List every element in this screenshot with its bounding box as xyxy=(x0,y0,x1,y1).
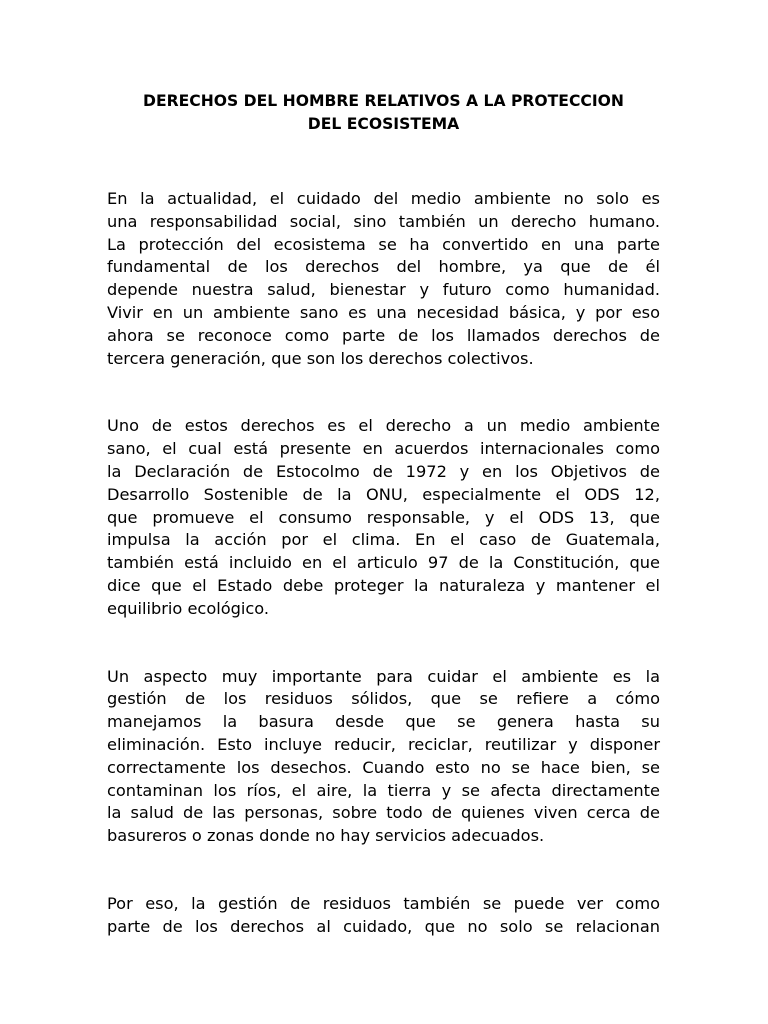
title-line: DEL ECOSISTEMA xyxy=(307,115,460,133)
text-line: fundamental de los derechos del hombre, ya que de él xyxy=(107,257,660,277)
text-line: tercera generación, que son los derechos colectivos. xyxy=(107,348,534,368)
text-line: contaminan los ríos, el aire, la tierra y se afecta directamente xyxy=(107,780,660,800)
text-line: Uno de estos derechos es el derecho a un medio ambiente xyxy=(107,416,660,436)
text-line: una responsabilidad social, sino también un derecho humano. xyxy=(107,211,660,231)
text-line: la salud de las personas, sobre todo de quienes viven cerca de xyxy=(107,803,660,823)
text-line: parte de los derechos al cuidado, que no solo se relacionan xyxy=(107,916,660,936)
paragraph-4 xyxy=(107,893,660,939)
paragraph-1 xyxy=(107,188,660,370)
text-line: impulsa la acción por el clima. En el caso de Guatemala, xyxy=(107,530,660,550)
document-title xyxy=(107,90,660,136)
text-line: sano, el cual está presente en acuerdos internacionales como xyxy=(107,439,660,459)
text-line: En la actualidad, el cuidado del medio ambiente no solo es xyxy=(107,189,660,208)
text-line: Un aspecto muy importante para cuidar el ambiente es la xyxy=(107,666,660,686)
text-line: también está incluido en el articulo 97 de la Constitución, que xyxy=(107,553,660,573)
text-line: depende nuestra salud, bienestar y futuro como humanidad. xyxy=(107,280,660,300)
text-line: eliminación. Esto incluye reducir, reciclar, reutilizar y disponer xyxy=(107,734,660,754)
paragraph-3 xyxy=(107,666,660,848)
text-line: Por eso, la gestión de residuos también se puede ver como xyxy=(107,893,660,913)
title-line: DERECHOS DEL HOMBRE RELATIVOS A LA PROTECCION xyxy=(143,92,624,110)
paragraph-2 xyxy=(107,415,660,620)
text-line: equilibrio ecológico. xyxy=(107,598,270,618)
text-line: dice que el Estado debe proteger la naturaleza y mantener el xyxy=(107,575,660,595)
text-line: que promueve el consumo responsable, y el ODS 13, que xyxy=(107,507,660,527)
text-line: gestión de los residuos sólidos, que se refiere a cómo xyxy=(107,689,660,709)
text-line: manejamos la basura desde que se genera hasta su xyxy=(107,712,660,732)
text-line: La protección del ecosistema se ha convertido en una parte xyxy=(107,234,660,254)
text-line: Vivir en un ambiente sano es una necesidad básica, y por eso xyxy=(107,302,660,322)
text-line: Desarrollo Sostenible de la ONU, especialmente el ODS 12, xyxy=(107,484,660,504)
document-page xyxy=(107,90,660,984)
text-line: ahora se reconoce como parte de los llamados derechos de xyxy=(107,325,660,345)
text-line: basureros o zonas donde no hay servicios adecuados. xyxy=(107,826,545,846)
text-line: correctamente los desechos. Cuando esto no se hace bien, se xyxy=(107,757,660,777)
text-line: la Declaración de Estocolmo de 1972 y en los Objetivos de xyxy=(107,461,660,481)
